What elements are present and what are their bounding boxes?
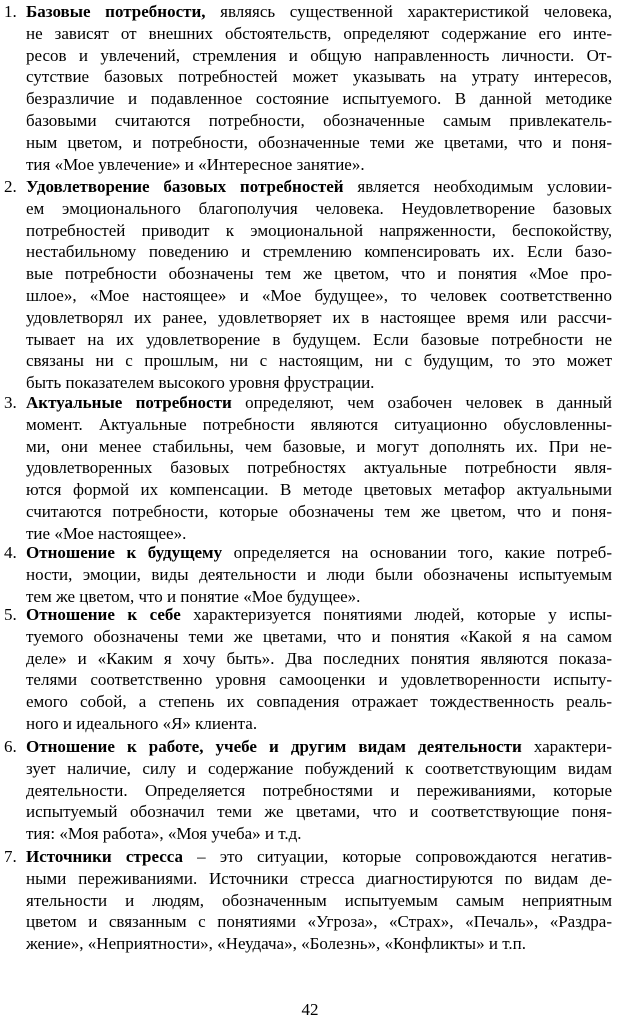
text-line [26, 286, 612, 308]
text-line [26, 330, 612, 352]
text-segment: удовлетворял их ранее, удовлетворяет их в настоящее время или рассчи- [26, 307, 612, 327]
text-line [26, 934, 612, 956]
text-line [26, 781, 612, 803]
text-line [26, 458, 612, 480]
text-segment: связаны ни с прошлым, ни с настоящим, ни с будущим, то это может [26, 351, 612, 371]
text-segment: сутствие базовых потребностей может указывать на утрату интересов, [26, 67, 612, 87]
text-segment: ным цветом, и потребности, обозначенные теми же цветами, что и поня- [26, 132, 612, 152]
text-line [26, 605, 612, 627]
list-item-number: 4. [4, 543, 17, 562]
text-segment: определяется на основании того, какие потреб- [222, 543, 612, 562]
text-line [26, 649, 612, 671]
text-segment: безразличие и подавленное состояние испытуемого. В данной методике [26, 89, 612, 109]
text-segment: тывает на их удовлетворение в будущем. Если базовые потребности не [26, 329, 612, 349]
page-number: 42 [301, 1000, 319, 1019]
text-segment: шлое», «Мое настоящее» и «Мое будущее», то человек соответственно [26, 286, 612, 305]
text-line [26, 869, 612, 891]
text-segment: определяют, чем озабочен человек в данный [231, 393, 612, 412]
text-line [26, 714, 612, 736]
text-segment: деле» и «Каким я хочу быть». Два последних понятия являются показа- [26, 648, 612, 668]
text-line [26, 89, 612, 111]
text-line [26, 802, 612, 824]
text-line [26, 912, 612, 934]
text-segment: удовлетворенных базовых потребностях актуальные потребности явля- [26, 458, 612, 478]
text-segment: тие «Мое настоящее». [26, 523, 187, 543]
text-line [26, 627, 612, 649]
text-segment: момент. Актуальные потребности являются ситуационно обусловленны- [26, 414, 612, 434]
text-line [26, 24, 612, 46]
text-segment: ного и идеального «Я» клиента. [26, 714, 258, 733]
text-line [26, 308, 612, 330]
text-segment: тия «Мое увлечение» и «Интересное занятие». [26, 154, 365, 174]
text-line [26, 2, 612, 24]
text-segment: базовыми считаются потребности, обозначенные самым привлекатель- [26, 111, 612, 130]
text-line [26, 242, 612, 264]
list-item-number: 2. [4, 177, 17, 196]
bold-term: Отношение к будущему [26, 543, 223, 562]
text-line [26, 543, 612, 565]
text-segment: не зависят от внешних обстоятельств, определяют содержание его инте- [26, 23, 612, 43]
text-segment: телями соответственно уровня самооценки и удовлетворенности испыту- [26, 670, 612, 690]
text-segment: характери- [521, 737, 613, 756]
text-segment: деятельности. Определяется потребностями и переживаниями, которые [26, 780, 612, 800]
text-segment: туемого обозначены теми же цветами, что и понятия «Какой я на самом [26, 626, 612, 646]
text-line [26, 670, 612, 692]
text-line [26, 415, 612, 437]
text-line [26, 891, 612, 913]
text-segment: ресов и увлечений, стремления и общую направленность личности. От- [26, 45, 612, 65]
text-segment: ются формой их компенсации. В методе цветовых метафор актуальными [26, 480, 612, 500]
text-line [26, 437, 612, 459]
text-segment: жение», «Неприятности», «Неудача», «Болезнь», «Конфликты» и т.п. [26, 934, 526, 954]
bold-term: Актуальные потребности [26, 393, 232, 412]
text-segment: цветом и связанным с понятиями «Угроза», «Страх», «Печаль», «Раздра- [26, 912, 612, 932]
text-line [26, 199, 612, 221]
text-line [26, 824, 612, 846]
text-line [26, 480, 612, 502]
text-line [26, 111, 612, 133]
bold-term: Отношение к работе, учебе и другим видам деятельности [26, 737, 522, 756]
text-line [26, 373, 612, 395]
text-line [26, 565, 612, 587]
text-line [26, 393, 612, 415]
text-line [26, 264, 612, 286]
text-segment: является необходимым условии- [343, 177, 613, 196]
text-segment: вые потребности обозначены тем же цветом, что и понятия «Мое про- [26, 264, 612, 284]
text-line [26, 221, 612, 243]
text-segment: ности, эмоции, виды деятельности и люди были обозначены испытуемым [26, 564, 612, 584]
text-line [26, 692, 612, 714]
text-line [26, 133, 612, 155]
text-line [26, 46, 612, 68]
list-item-number: 5. [4, 605, 17, 624]
text-segment: емого собой, а степень их совпадения отражает тождественность реаль- [26, 692, 612, 712]
text-segment: ем эмоционального благополучия человека. Неудовлетворение базовых [26, 198, 612, 218]
text-segment: нестабильному поведению и стремлению компенсировать их. Если базо- [26, 242, 612, 262]
text-line [26, 155, 612, 177]
text-segment: ми, они менее стабильны, чем базовые, и могут дополнять их. При не- [26, 436, 612, 456]
text-segment: ными переживаниями. Источники стресса диагностируются по видам де- [26, 868, 612, 888]
text-segment: считаются потребности, которые обозначены тем же цветом, что и поня- [26, 502, 612, 521]
text-segment: зует наличие, силу и содержание побуждений к соответствующим видам [26, 758, 612, 778]
bold-term: Базовые потребности, [26, 2, 206, 21]
text-segment: тия: «Моя работа», «Моя учеба» и т.д. [26, 824, 302, 844]
text-line [26, 737, 612, 759]
list-item-number: 7. [4, 847, 17, 866]
text-line [26, 759, 612, 781]
text-segment: быть показателем высокого уровня фрустрации. [26, 373, 375, 393]
list-item-number: 3. [4, 393, 17, 412]
text-line [26, 177, 612, 199]
text-segment: – это ситуации, которые сопровождаются негатив- [183, 847, 612, 866]
text-segment: ятельности и людям, обозначенным испытуемым самым неприятным [26, 890, 612, 910]
bold-term: Отношение к себе [26, 605, 181, 624]
list-item-number: 6. [4, 737, 17, 756]
text-line [26, 67, 612, 89]
text-segment: характеризуется понятиями людей, которые у испы- [180, 605, 612, 624]
list-item-number: 1. [4, 2, 17, 21]
text-segment: являясь существенной характеристикой человека, [205, 2, 612, 21]
text-segment: потребностей приводит к эмоциональной напряженности, беспокойству, [26, 220, 612, 240]
bold-term: Источники стресса [26, 847, 183, 866]
text-line [26, 847, 612, 869]
text-line [26, 351, 612, 373]
text-line [26, 502, 612, 524]
text-segment: тем же цветом, что и понятие «Мое будущее». [26, 586, 361, 606]
bold-term: Удовлетворение базовых потребностей [26, 177, 344, 196]
text-segment: испытуемый обозначил теми же цветами, что и соответствующие поня- [26, 802, 612, 822]
